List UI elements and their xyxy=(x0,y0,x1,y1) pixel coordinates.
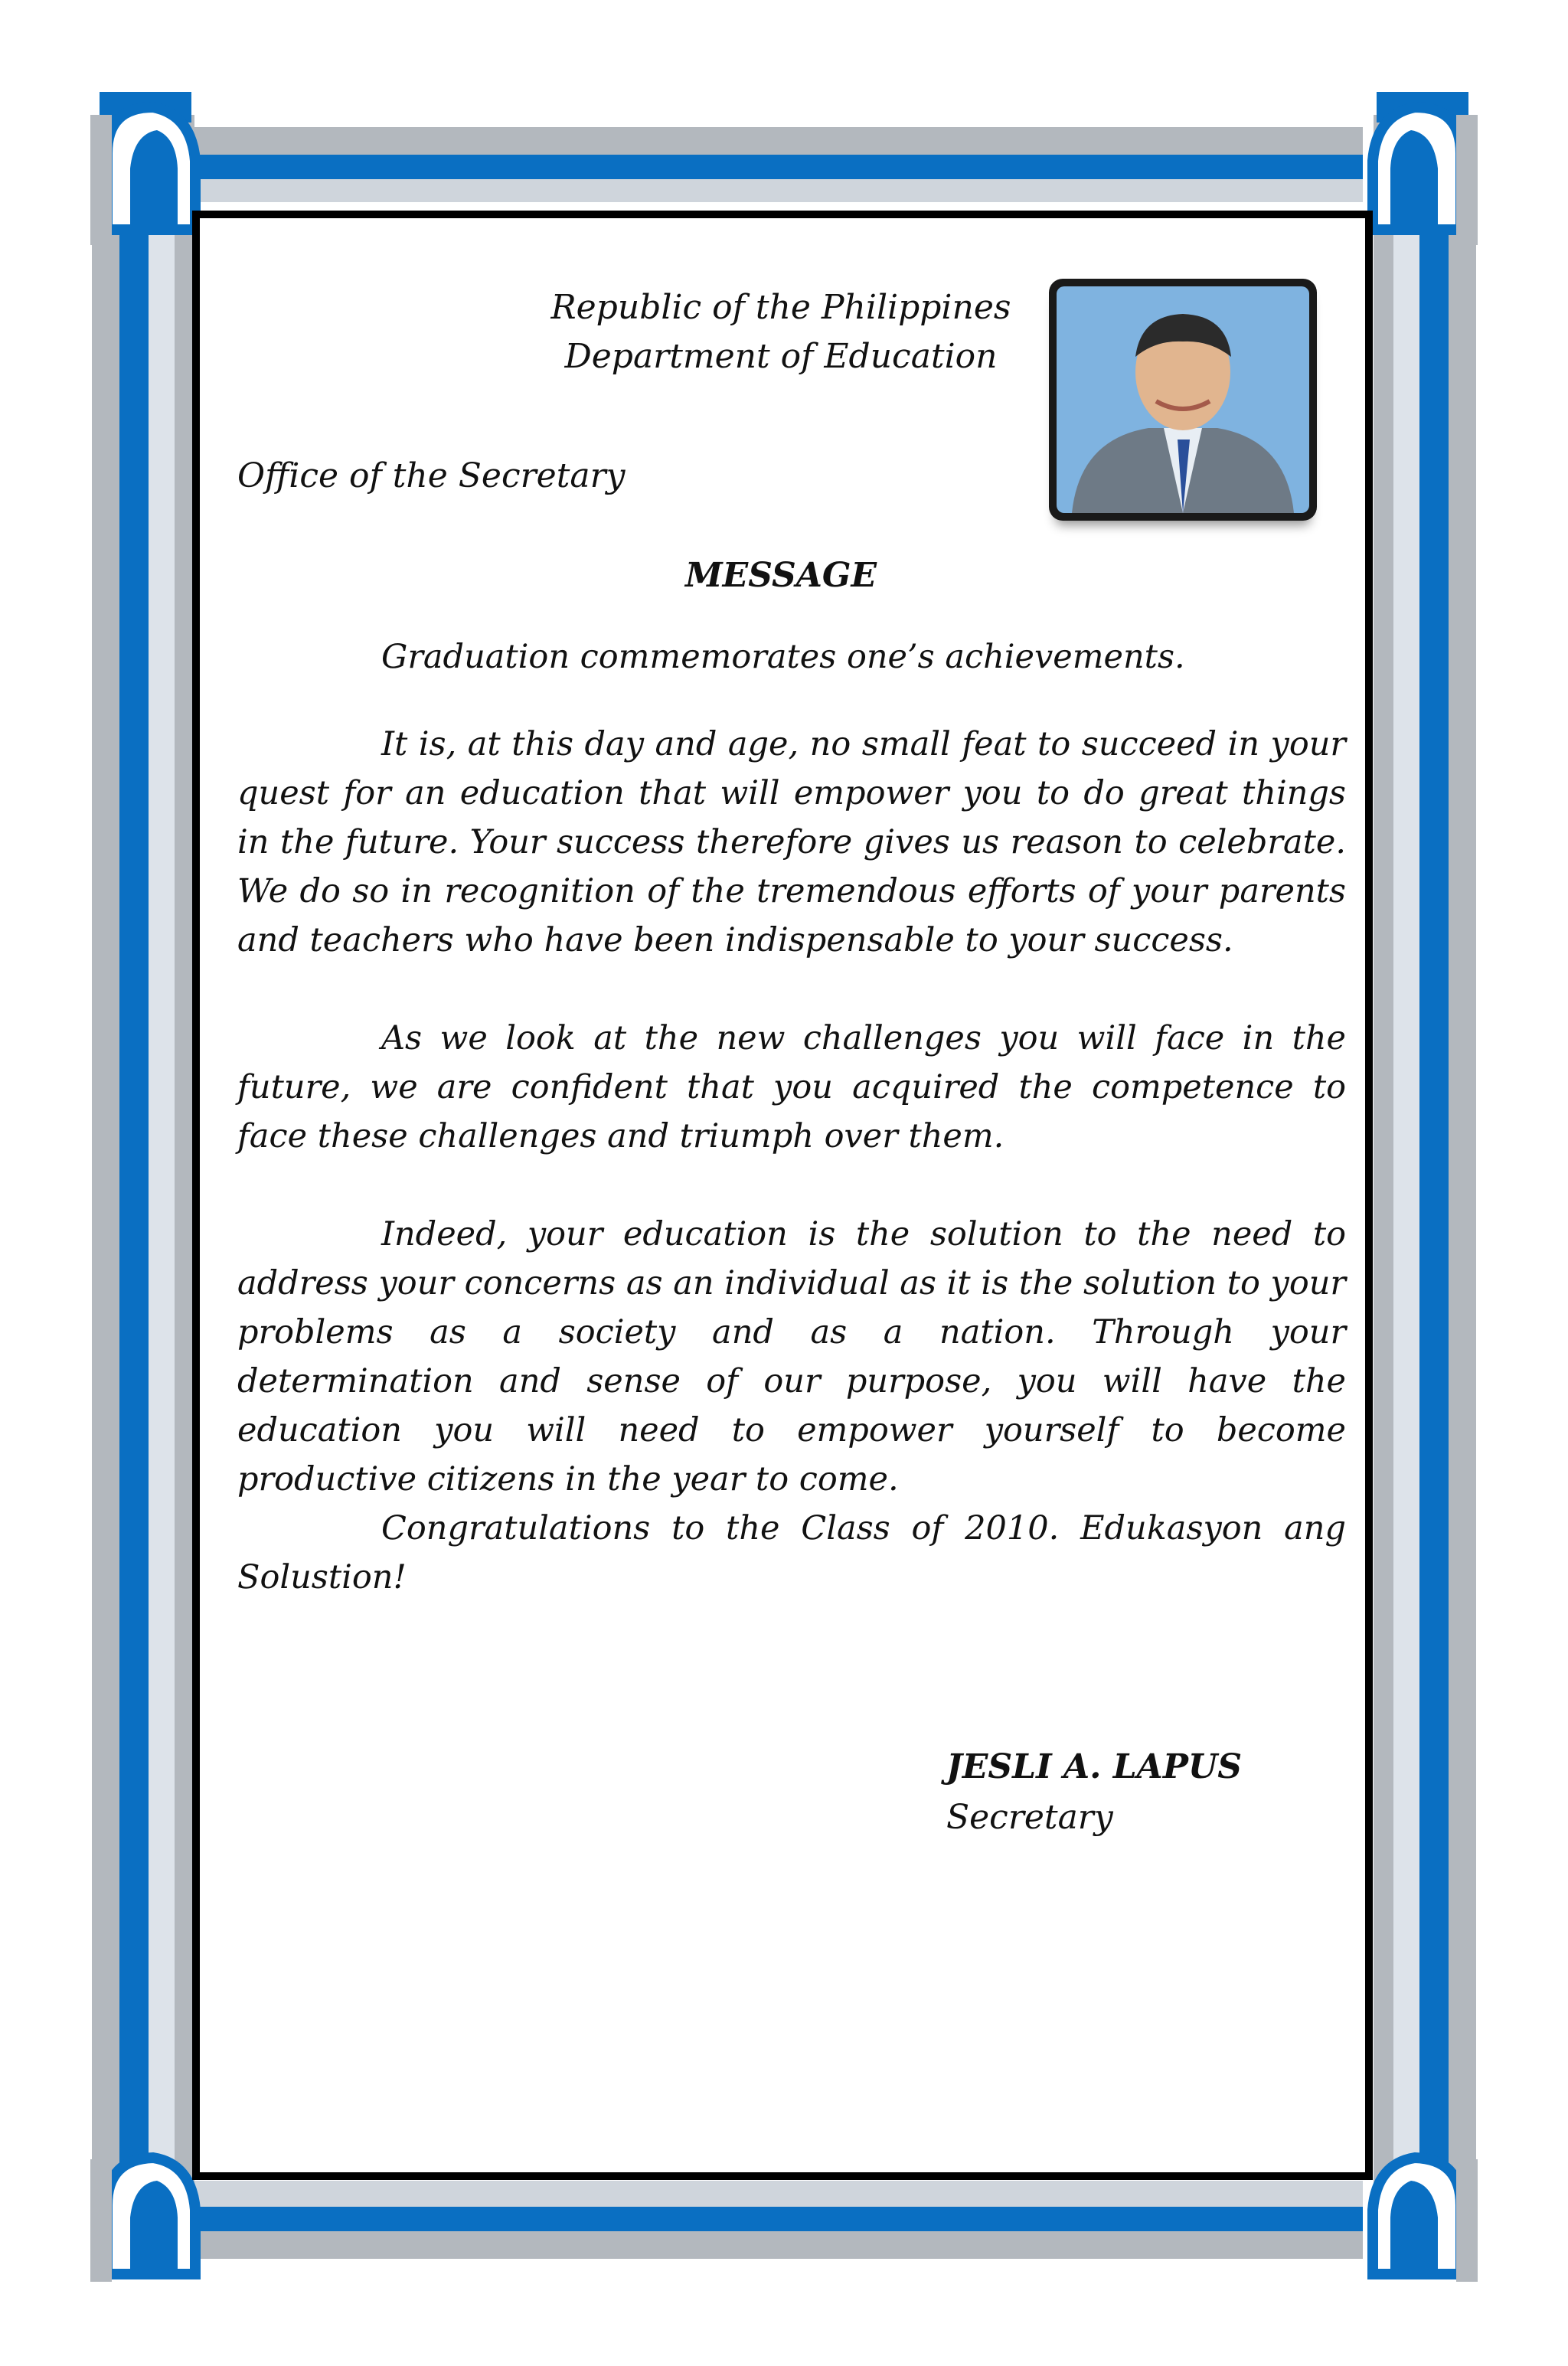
portrait-icon xyxy=(1057,286,1309,513)
message-paragraph-2: It is, at this day and age, no small feat to succeed in your quest for an education that will empower you to do great things in the future. Your success therefore gives us reason to celebrate. We do so in recognition of the tremendous efforts of your parents and teachers who have been indispensable to your success. xyxy=(237,725,1346,959)
office-of-secretary: Office of the Secretary xyxy=(237,456,626,495)
message-paragraph-3: As we look at the new challenges you will face in the future, we are confident that you acquired the competence to face these challenges and triumph over them. xyxy=(237,1019,1346,1155)
signatory-name: JESLI A. LAPUS xyxy=(946,1747,1243,1786)
message-title: MESSAGE xyxy=(684,556,877,595)
left-border-bar xyxy=(92,115,194,2274)
bottom-border-bar xyxy=(168,2181,1363,2259)
corner-ornament-top-left xyxy=(90,92,195,245)
message-paragraph-4: Indeed, your education is the solution to the need to address your concerns as an individual as it is the solution to your problems as a society and as a nation. Through your determination and sense of our purpose, you will have the education you will need to empower yourself to become productive citizens in the year to come. xyxy=(237,1215,1346,1498)
corner-ornament-bottom-right xyxy=(1373,2158,1478,2282)
header-republic: Republic of the Philippines xyxy=(550,288,1011,327)
corner-ornament-top-right xyxy=(1373,92,1478,245)
right-border-bar xyxy=(1374,115,1476,2274)
header-department: Department of Education xyxy=(564,337,998,376)
secretary-portrait xyxy=(1049,279,1317,521)
corner-ornament-bottom-left xyxy=(90,2158,195,2282)
message-paragraph-5: Congratulations to the Class of 2010. Edukasyon ang Solustion! xyxy=(237,1509,1346,1596)
message-paragraph-1: Graduation commemorates one’s achievements. xyxy=(381,638,1185,676)
top-border-bar xyxy=(168,127,1363,202)
signatory-title: Secretary xyxy=(946,1798,1113,1837)
